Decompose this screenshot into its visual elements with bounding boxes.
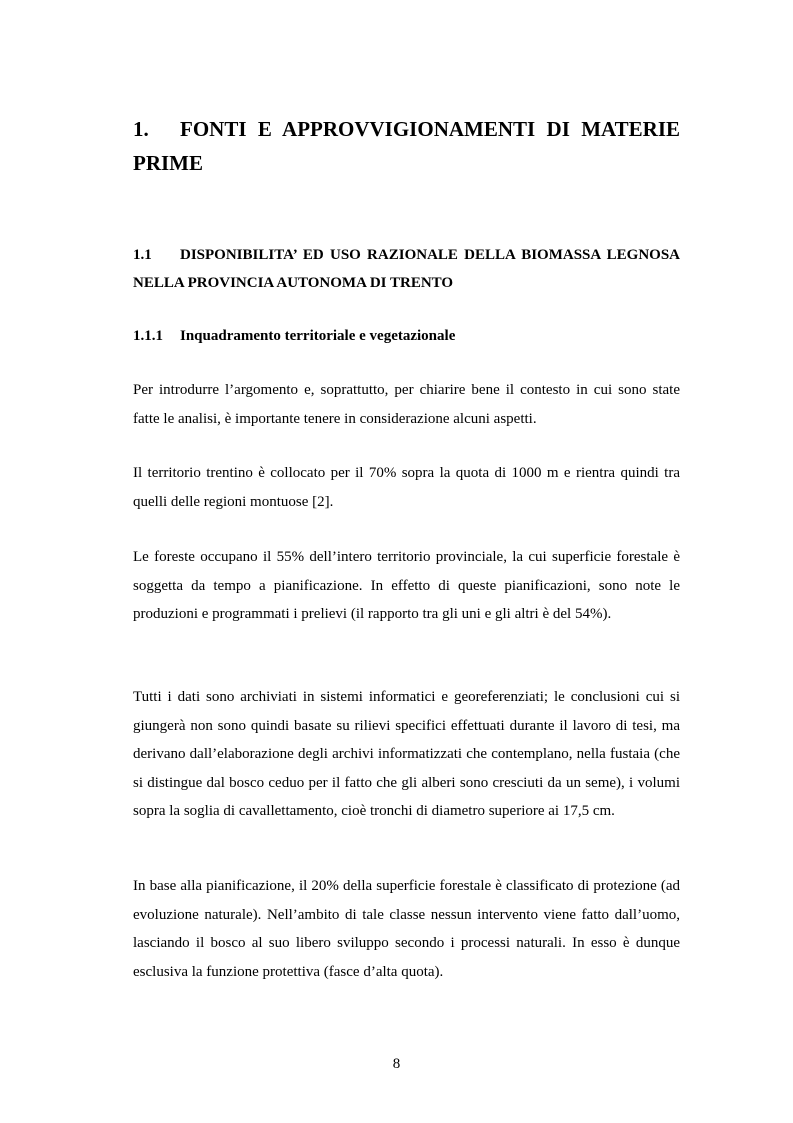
subsection-heading [133, 324, 680, 348]
chapter-number: 1. [133, 117, 149, 141]
chapter-title: FONTI E APPROVVIGIONAMENTI DI MATERIE PRIME [133, 117, 680, 175]
paragraph-1: Per introdurre l’argomento e, soprattutto, per chiarire bene il contesto in cui sono state fatte le analisi, è importante tenere in considerazione alcuni aspetti. [133, 382, 680, 427]
chapter-heading [133, 112, 680, 180]
paragraph-4: Tutti i dati sono archiviati in sistemi informatici e georeferenziati; le conclusioni cui si giungerà non sono quindi basate su rilievi specifici effettuati durante il lavoro di tesi, ma derivano dall’elaborazione degli archivi informatizzati che contemplano, nella fustaia (che si distingue dal bosco ceduo per il fatto che gli alberi sono cresciuti da un seme), i volumi sopra la soglia di cavallettamento, cioè tronchi di diametro superiore ai 17,5 cm. [133, 689, 680, 819]
paragraph-5: In base alla pianificazione, il 20% della superficie forestale è classificato di protezione (ad evoluzione naturale). Nell’ambito di tale classe nessun intervento viene fatto dall’uomo, lasciando il bosco al suo libero sviluppo secondo i processi naturali. In esso è dunque esclusiva la funzione protettiva (fasce d’alta quota). [133, 878, 680, 980]
paragraph-3: Le foreste occupano il 55% dell’intero territorio provinciale, la cui superficie forestale è soggetta da tempo a pianificazione. In effetto di queste pianificazioni, sono note le produzioni e programmati i prelievi (il rapporto tra gli uni e gli altri è del 54%). [133, 549, 680, 622]
section-heading [133, 241, 680, 297]
paragraph-2: Il territorio trentino è collocato per il 70% sopra la quota di 1000 m e rientra quindi tra quelli delle regioni montuose [2]. [133, 465, 680, 510]
page-number: 8 [392, 1056, 401, 1072]
subsection-number: 1.1.1 [133, 328, 163, 344]
subsection-title: Inquadramento territoriale e vegetazionale [180, 328, 456, 344]
section-number: 1.1 [133, 247, 152, 263]
section-title: DISPONIBILITA’ ED USO RAZIONALE DELLA BIOMASSA LEGNOSA NELLA PROVINCIA AUTONOMA DI TRENTO [133, 247, 680, 291]
